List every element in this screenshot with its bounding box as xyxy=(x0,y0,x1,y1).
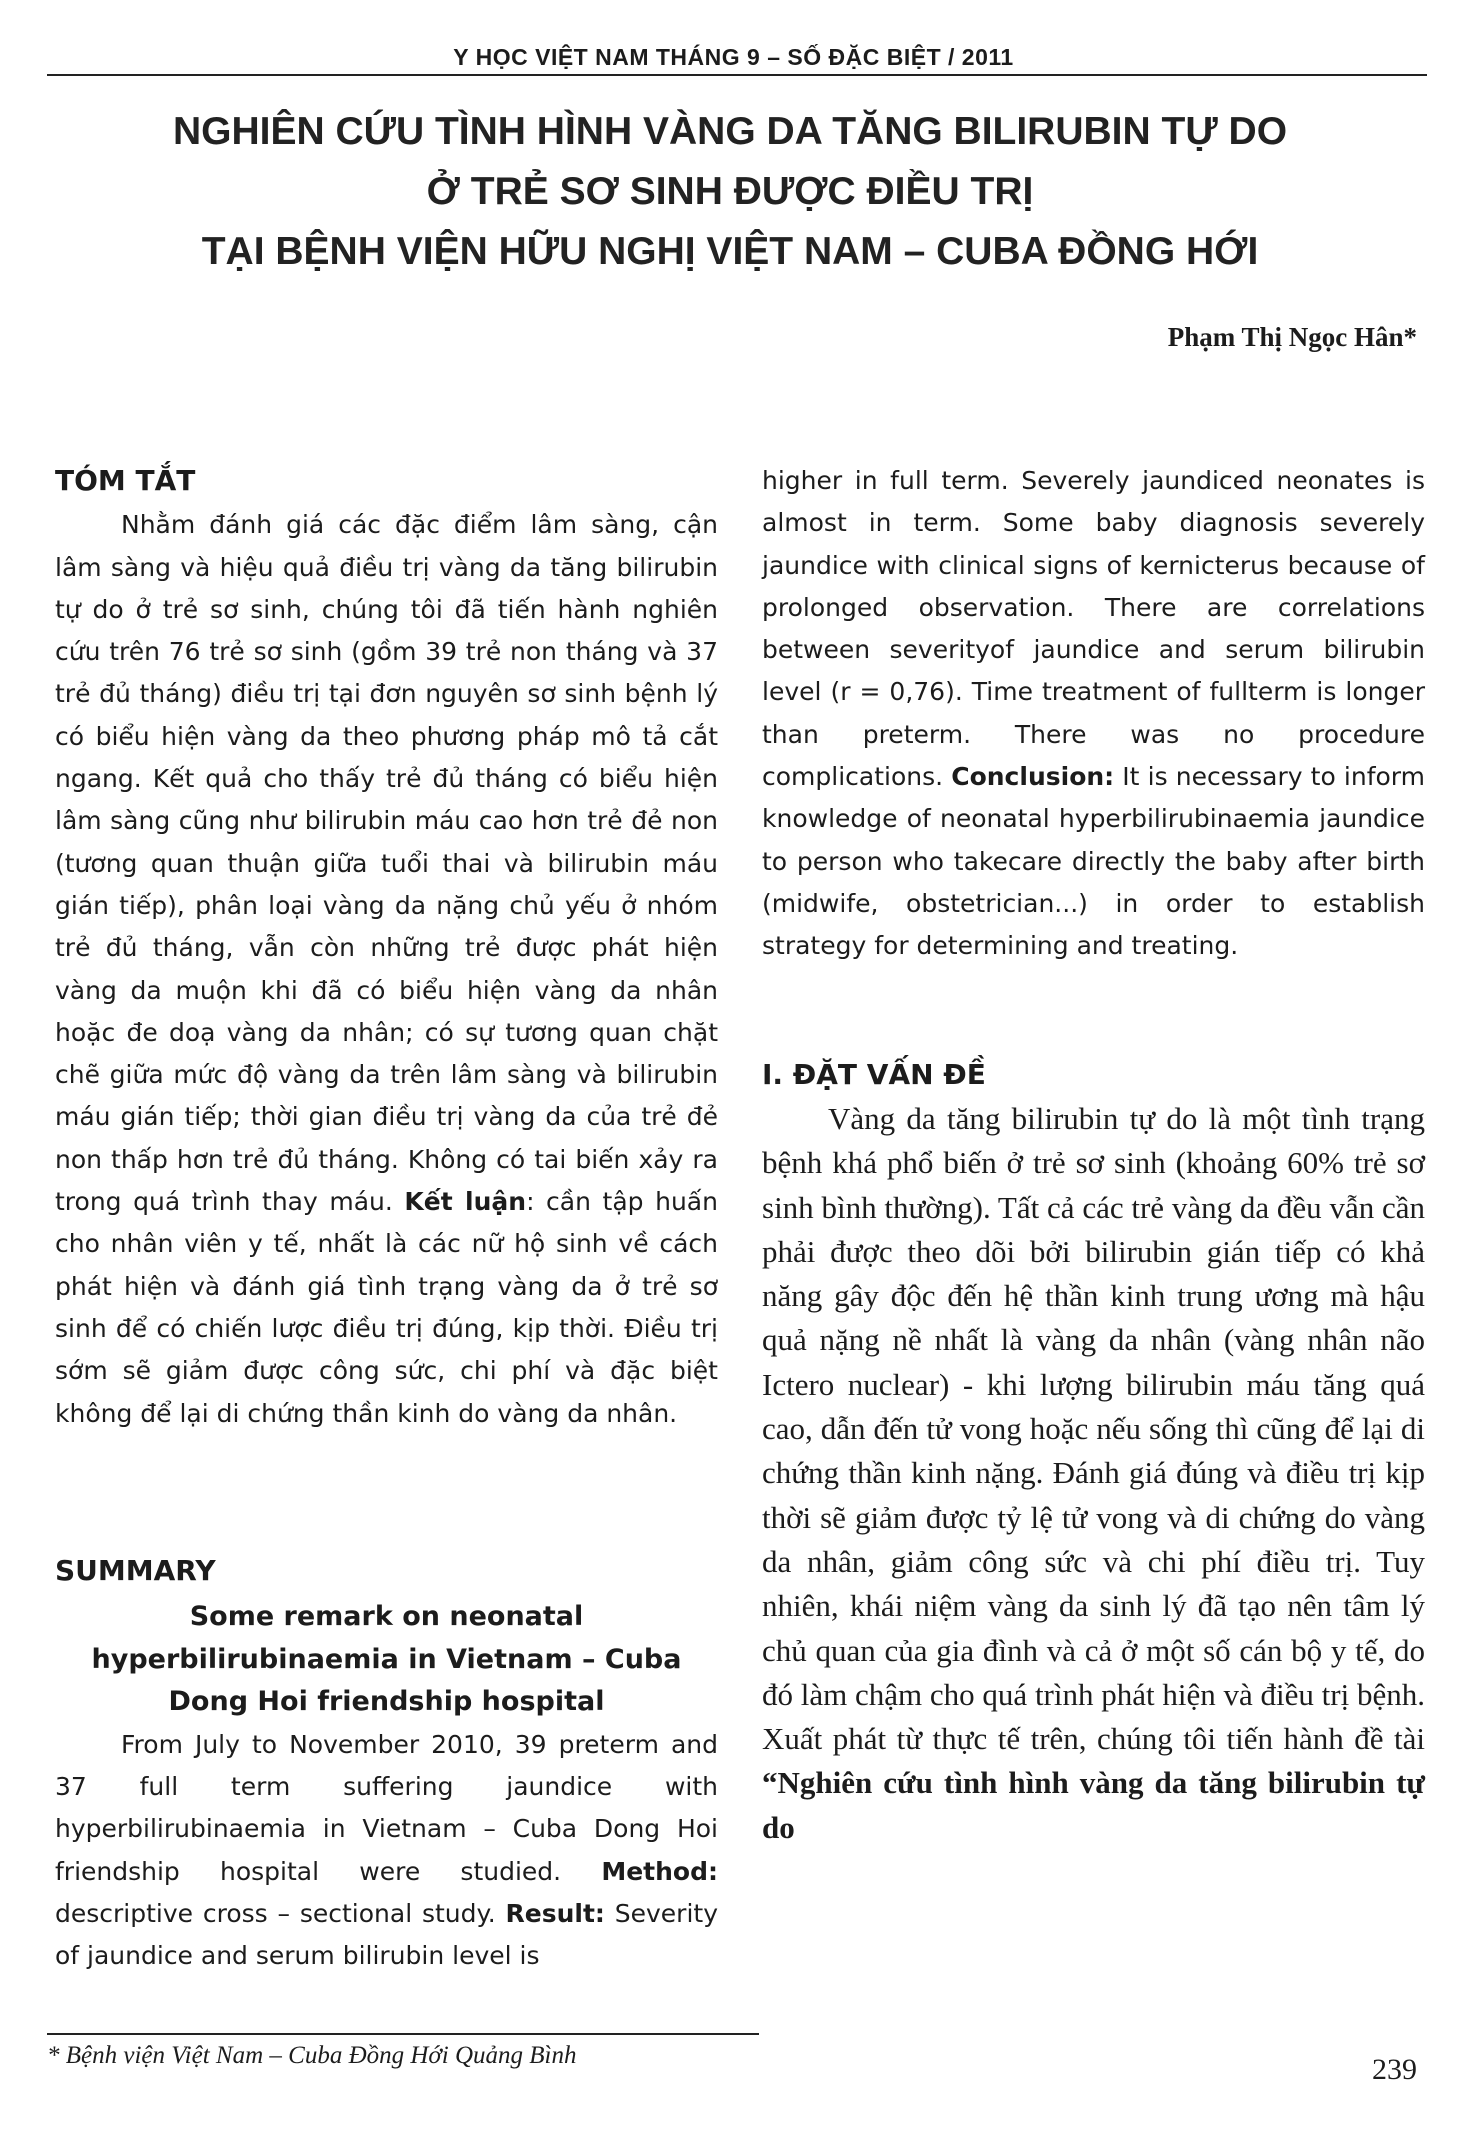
abstract-vi xyxy=(55,460,718,1435)
page-number: 239 xyxy=(1372,2053,1417,2086)
abstract-vi-heading: TÓM TẮT xyxy=(55,464,196,497)
abstract-vi-conclusion-label: Kết luận xyxy=(404,1187,527,1217)
section-1-bold-text: “Nghiên cứu tình hình vàng da tăng bilirubin tự do xyxy=(762,1765,1425,1845)
footnote: * Bệnh viện Việt Nam – Cuba Đồng Hới Quảng Bình xyxy=(47,2042,577,2069)
running-header: Y HỌC VIỆT NAM THÁNG 9 – SỐ ĐẶC BIỆT / 2011 xyxy=(453,44,1014,70)
title-line-3: TẠI BỆNH VIỆN HỮU NGHỊ VIỆT NAM – CUBA ĐỒNG HỚI xyxy=(201,230,1259,273)
section-1-heading: I. ĐẶT VẤN ĐỀ xyxy=(762,1058,986,1091)
summary-result-end: higher in full term. Severely jaundiced neonates is almost in term. Some baby diagnosis severely jaundice with clinical signs of kernicterus because of prolonged observation. There are correlations between severityof jaundice and serum bilirubin level (r = 0,76). Time treatment of fullterm is longer than preterm. There was no procedure complications. xyxy=(762,466,1425,792)
summary-text-part-1 xyxy=(55,1724,718,1971)
summary-conclusion-label: Conclusion: xyxy=(951,762,1115,792)
author: Phạm Thị Ngọc Hân* xyxy=(1167,322,1417,352)
header-divider xyxy=(47,74,1427,76)
summary-conclusion-text: It is necessary to inform knowledge of neonatal hyperbilirubinaemia jaundice to person who takecare directly the baby after birth (midwife, obstetrician...) in order to establish strategy for determining and treating. xyxy=(762,762,1425,961)
summary-title-line-3: Dong Hoi friendship hospital xyxy=(168,1686,605,1718)
summary-text-part-2 xyxy=(762,460,1425,968)
article-title xyxy=(80,102,1380,282)
title-line-1: NGHIÊN CỨU TÌNH HÌNH VÀNG DA TĂNG BILIRUBIN TỰ DO xyxy=(172,110,1288,153)
summary-block xyxy=(55,1550,718,1971)
section-1-body: Vàng da tăng bilirubin tự do là một tình trạng bệnh khá phổ biến ở trẻ sơ sinh (khoảng 60% trẻ sơ sinh bình thường). Tất cả các trẻ vàng da đều vẫn cần phải được theo dõi bởi bilirubin gián tiếp có khả năng gây độc đến hệ thần kinh trung ương mà hậu quả nặng nề nhất là vàng da nhân (vàng nhân não Ictero nuclear) - khi lượng bilirubin máu tăng quá cao, dẫn đến tử vong hoặc nếu sống thì cũng để lại di chứng thần kinh nặng. Đánh giá đúng và điều trị kịp thời sẽ giảm được tỷ lệ tử vong và di chứng do vàng da nhân, giảm công sức và chi phí điều trị. Tuy nhiên, khái niệm vàng da sinh lý đã tạo nên tâm lý chủ quan của gia đình và cả ở một số cán bộ y tế, do đó làm chậm cho quá trình phát hiện và điều trị bệnh. Xuất phát từ thực tế trên, chúng tôi tiến hành đề tài xyxy=(762,1101,1425,1757)
title-line-2: Ở TRẺ SƠ SINH ĐƯỢC ĐIỀU TRỊ xyxy=(426,170,1034,213)
summary-title-line-2: hyperbilirubinaemia in Vietnam – Cuba xyxy=(91,1643,682,1675)
section-1-text xyxy=(762,1097,1425,1850)
abstract-vi-conclusion-text: : cần tập huấn cho nhân viên y tế, nhất là các nữ hộ sinh về cách phát hiện và đánh giá tình trạng vàng da ở trẻ sơ sinh để có chiến lược điều trị đúng, kịp thời. Điều trị sớm sẽ giảm được công sức, chi phí và đặc biệt không để lại di chứng thần kinh do vàng da nhân. xyxy=(55,1187,718,1428)
summary-method-label: Method: xyxy=(601,1856,718,1886)
summary-title xyxy=(55,1596,718,1724)
summary-result-start: Severity of jaundice and serum bilirubin level is xyxy=(55,1898,718,1971)
abstract-vi-body: Nhằm đánh giá các đặc điểm lâm sàng, cận lâm sàng và hiệu quả điều trị vàng da tăng bilirubin tự do ở trẻ sơ sinh, chúng tôi đã tiến hành nghiên cứu trên 76 trẻ sơ sinh (gồm 39 trẻ non tháng và 37 trẻ đủ tháng) điều trị tại đơn nguyên sơ sinh bệnh lý có biểu hiện vàng da theo phương pháp mô tả cắt ngang. Kết quả cho thấy trẻ đủ tháng có biểu hiện lâm sàng cũng như bilirubin máu cao hơn trẻ đẻ non (tương quan thuận giữa tuổi thai và bilirubin máu gián tiếp), phân loại vàng da nặng chủ yếu ở nhóm trẻ đủ tháng, vẫn còn những trẻ được phát hiện vàng da muộn khi đã có biểu hiện vàng da nhân hoặc đe doạ vàng da nhân; có sự tương quan chặt chẽ giữa mức độ vàng da trên lâm sàng và bilirubin máu gián tiếp; thời gian điều trị vàng da của trẻ đẻ non thấp hơn trẻ đủ tháng. Không có tai biến xảy ra trong quá trình thay máu. xyxy=(55,510,718,1217)
summary-continued xyxy=(762,460,1425,968)
summary-intro: From July to November 2010, 39 preterm and 37 full term suffering jaundice with hyperbilirubinaemia in Vietnam – Cuba Dong Hoi friendship hospital were studied. xyxy=(55,1729,718,1886)
section-1 xyxy=(762,1058,1425,1850)
summary-title-line-1: Some remark on neonatal xyxy=(189,1601,584,1633)
summary-method-text: descriptive cross – sectional study. xyxy=(55,1898,496,1928)
summary-heading: SUMMARY xyxy=(55,1554,216,1587)
summary-result-label: Result: xyxy=(505,1898,605,1928)
abstract-vi-text xyxy=(55,504,718,1435)
footnote-divider xyxy=(47,2033,759,2035)
